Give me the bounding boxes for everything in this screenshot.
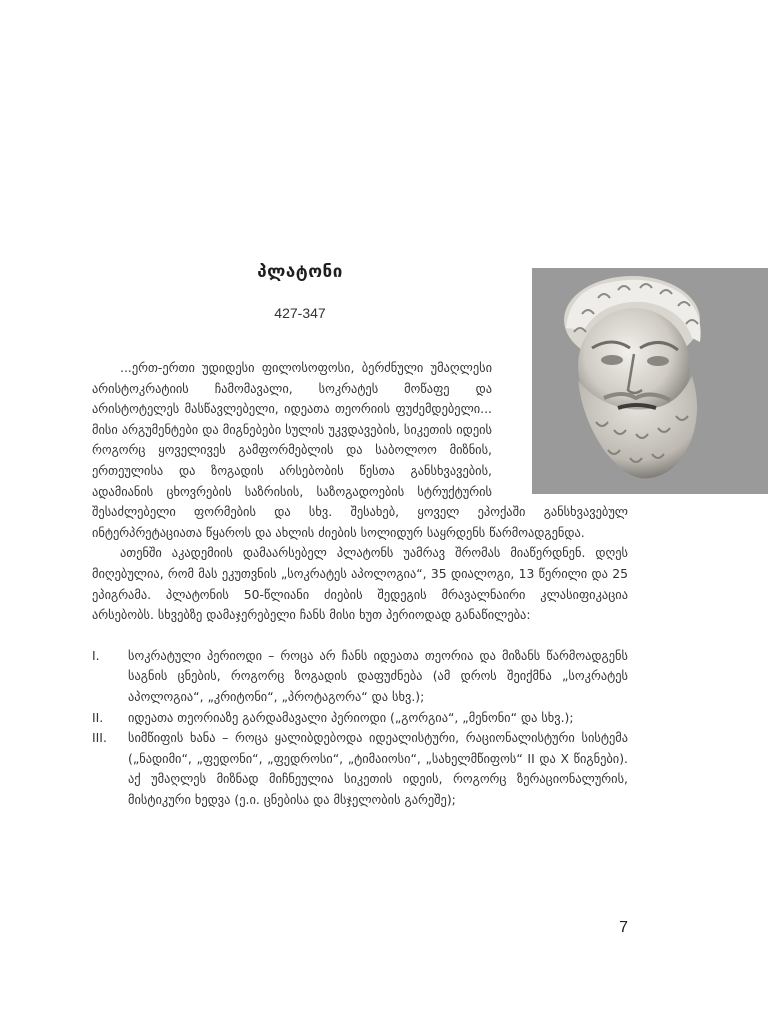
periods-list	[92, 646, 628, 811]
list-item	[92, 646, 628, 708]
life-dates: 427-347	[274, 305, 326, 321]
list-numeral: I.	[92, 647, 100, 663]
works-paragraph: ათენში აკადემიის დამაარსებელ პლატონს უამრავ შრომას მიაწერდნენ. დღეს მიღებულია, რომ მას ეკუთვნის „სოკრატეს აპოლოგია“, 35 დიალოგი, 13 წერილი და 25 ეპიგრამა. პლატონის 50-წლიანი ძიების შედეგის მრავალნაირი კლასიფიკაცია არსებობს. სხვებზე დამაჯერებელი ჩანს მისი ხუთ პერიოდად განაწილება:	[92, 545, 628, 623]
list-numeral: II.	[92, 709, 104, 725]
list-item	[92, 708, 628, 729]
body-text	[92, 358, 628, 810]
list-item	[92, 728, 628, 810]
intro-paragraph: ...ერთ-ერთი უდიდესი ფილოსოფოსი, ბერძნული უმაღლესი არისტოკრატიის ჩამომავალი, სოკრატეს მოწაფე და არისტოტელეს მასწავლებელი, იდეათა თეორიის ფუძემდებელი... მისი არგუმენტები და მიგნებები სულის უკვდავების, სიკეთის იდეის როგორც ყოველივეს გამფორმებლის და საბოლოო მიზნის, ერთეულისა და ზოგადის არსებობის წესთა განსხვავების, ადამიანის ცხოვრების საზრისის, საზოგადოების სტრუქტურის შესაძლებელი ფორმების და სხვ. შესახებ, ყოველ ეპოქაში განსხვავებულ ინტერპრეტაციათა წყაროს და ახლის ძიების სოლიდურ საყრდენს წარმოადგენდა.	[92, 360, 628, 540]
list-text: სიმწიფის ხანა – როცა ყალიბდებოდა იდეალისტური, რაციონალისტური სისტემა („ნადიმი“, „ფედონი“, „ფედროსი“, „ტიმაიოსი“, „სახელმწიფოს“ II და X წიგნები). აქ უმაღლეს მიზნად მიჩნეულია სიკეთის იდეის, როგორც ზერაციონალურის, მისტიკური ხედვა (ე.ი. ცნებისა და მსჯელობის გარეშე);	[128, 730, 628, 807]
page-title: პლატონი	[257, 262, 343, 282]
page-number: 7	[619, 919, 628, 936]
list-text: სოკრატული პერიოდი – როცა არ ჩანს იდეათა თეორია და მიზანს წარმოადგენს საგნის ცნების, როგორც ზოგადის დაფუძნება (ამ დროს შეიქმნა „სოკრატეს აპოლოგია“, „კრიტონი“, „პროტაგორა“ და სხვ.);	[128, 647, 628, 704]
list-numeral: III.	[92, 730, 107, 746]
image-wrap-spacer	[498, 358, 628, 494]
list-text: იდეათა თეორიაზე გარდამავალი პერიოდი („გორგია“, „მენონი“ და სხვ.);	[128, 709, 574, 725]
